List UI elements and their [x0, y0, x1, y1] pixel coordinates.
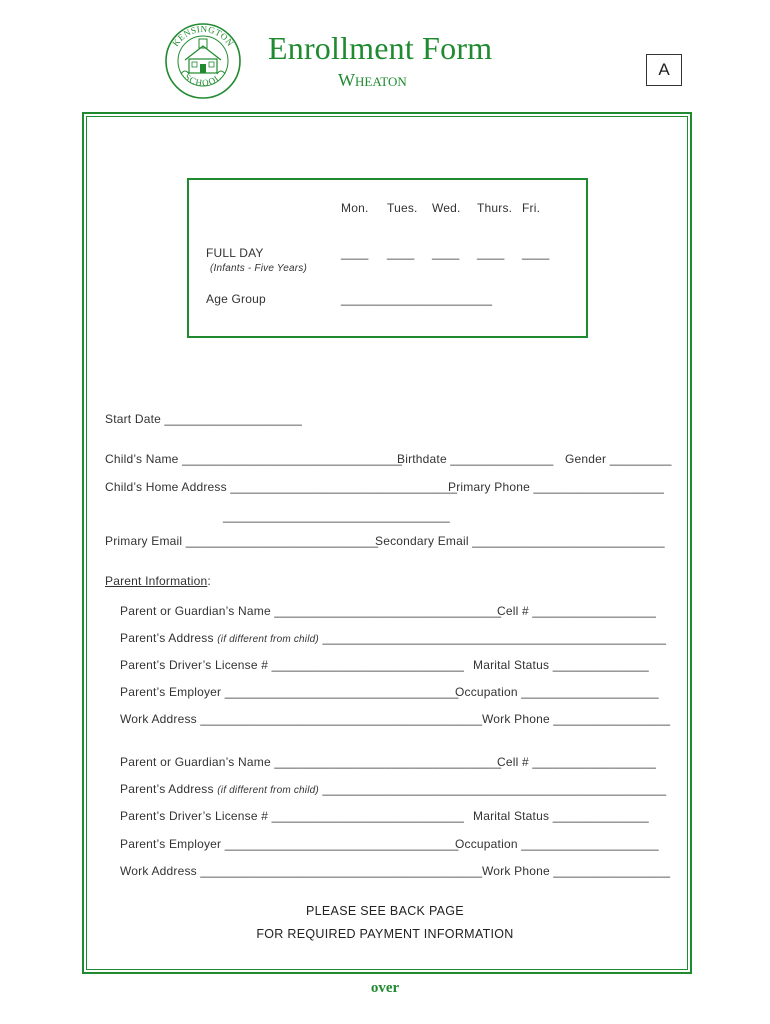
start-date-field[interactable]: Start Date ____________________: [105, 412, 303, 426]
parent1-occupation-field[interactable]: Occupation ____________________: [455, 685, 659, 699]
parent2-marital-field[interactable]: Marital Status ______________: [473, 809, 649, 823]
page-title: Enrollment Form: [268, 30, 493, 66]
campus-subtitle: Wheaton: [338, 70, 407, 90]
childs-name-field[interactable]: Child’s Name ________________________________: [105, 452, 403, 466]
parent1-license-field[interactable]: Parent’s Driver’s License # ____________________________: [120, 658, 465, 672]
primary-phone-field[interactable]: Primary Phone ___________________: [448, 480, 665, 494]
age-group-field[interactable]: ______________________: [341, 292, 493, 306]
thurs-blank[interactable]: ____: [477, 246, 505, 260]
home-address-line2[interactable]: _________________________________: [223, 509, 450, 523]
birthdate-field[interactable]: Birthdate _______________: [397, 452, 554, 466]
fri-blank[interactable]: ____: [522, 246, 550, 260]
mon-blank[interactable]: ____: [341, 246, 369, 260]
parent1-marital-field[interactable]: Marital Status ______________: [473, 658, 649, 672]
parent1-cell-field[interactable]: Cell # __________________: [497, 604, 657, 618]
parent2-address-field[interactable]: Parent’s Address (if different from child) __________________________________________________: [120, 782, 667, 796]
full-day-label: FULL DAY: [206, 246, 264, 260]
age-group-label: Age Group: [206, 292, 266, 306]
parent1-work-phone-field[interactable]: Work Phone _________________: [482, 712, 671, 726]
primary-email-field[interactable]: Primary Email ____________________________: [105, 534, 379, 548]
parent2-work-address-field[interactable]: Work Address _________________________________________: [120, 864, 483, 878]
day-fri: Fri.: [522, 201, 541, 215]
wed-blank[interactable]: ____: [432, 246, 460, 260]
over-label: over: [370, 980, 400, 996]
home-address-field[interactable]: Child’s Home Address _________________________________: [105, 480, 458, 494]
parent1-address-field[interactable]: Parent’s Address (if different from child) __________________________________________________: [120, 631, 667, 645]
payment-info-note: FOR REQUIRED PAYMENT INFORMATION: [256, 927, 514, 941]
day-mon: Mon.: [341, 201, 369, 215]
parent2-cell-field[interactable]: Cell # __________________: [497, 755, 657, 769]
parent2-license-field[interactable]: Parent’s Driver’s License # ____________________________: [120, 809, 465, 823]
full-day-note: (Infants - Five Years): [210, 263, 308, 274]
gender-field[interactable]: Gender _________: [565, 452, 672, 466]
svg-text:SCHOOL: SCHOOL: [182, 71, 224, 88]
parent1-name-field[interactable]: Parent or Guardian’s Name _________________________________: [120, 604, 502, 618]
tues-blank[interactable]: ____: [387, 246, 415, 260]
day-thurs: Thurs.: [477, 201, 513, 215]
secondary-email-field[interactable]: Secondary Email ____________________________: [375, 534, 665, 548]
back-page-note: PLEASE SEE BACK PAGE: [306, 904, 464, 918]
parent2-occupation-field[interactable]: Occupation ____________________: [455, 837, 659, 851]
school-seal-logo: [163, 22, 243, 100]
form-letter-box: A: [646, 54, 682, 86]
day-tues: Tues.: [387, 201, 418, 215]
parent2-name-field[interactable]: Parent or Guardian’s Name _________________________________: [120, 755, 502, 769]
day-wed: Wed.: [432, 201, 461, 215]
parent2-employer-field[interactable]: Parent’s Employer __________________________________: [120, 837, 459, 851]
svg-text:KENSINGTON: KENSINGTON: [170, 23, 236, 49]
parent-info-heading: Parent Information:: [105, 574, 211, 588]
parent1-work-address-field[interactable]: Work Address _________________________________________: [120, 712, 483, 726]
parent2-work-phone-field[interactable]: Work Phone _________________: [482, 864, 671, 878]
parent1-employer-field[interactable]: Parent’s Employer __________________________________: [120, 685, 459, 699]
